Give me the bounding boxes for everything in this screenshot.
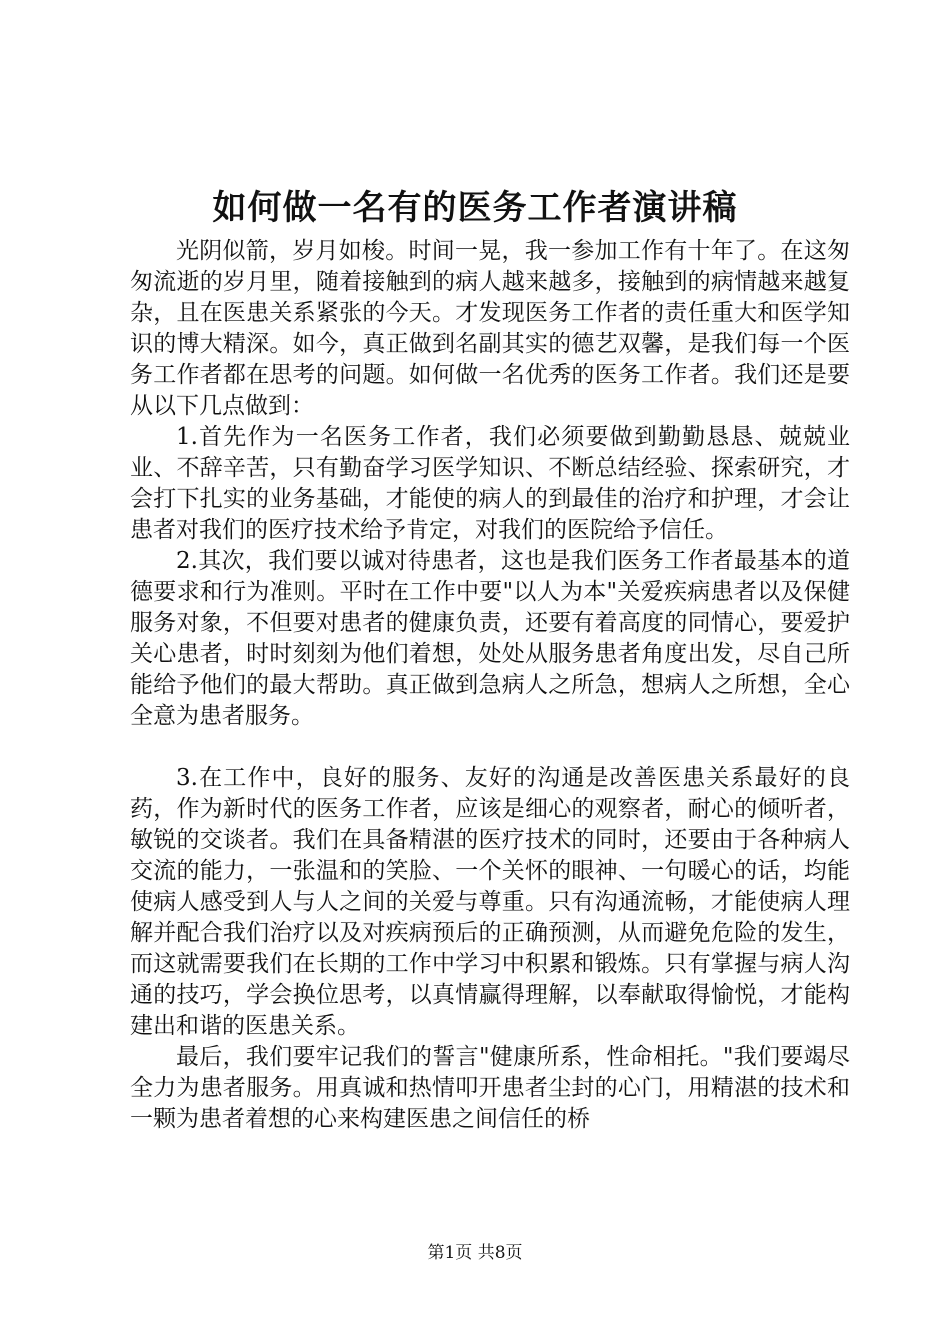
page-number-footer: 第1页 共8页 [427, 1243, 523, 1263]
document-body [130, 236, 850, 1135]
paragraph-point-1: 1.首先作为一名医务工作者，我们必须要做到勤勤恳恳、兢兢业业、不辞辛苦，只有勤奋学习医学知识、不断总结经验、探索研究，才会打下扎实的业务基础，才能使的病人的到最佳的治疗和护理，才会让患者对我们的医疗技术给予肯定，对我们的医院给予信任。 [130, 424, 850, 543]
paragraph-conclusion: 最后，我们要牢记我们的誓言"健康所系，性命相托。"我们要竭尽全力为患者服务。用真诚和热情叩开患者尘封的心门，用精湛的技术和一颗为患者着想的心来构建医患之间信任的桥 [130, 1044, 850, 1132]
paragraph-point-2: 2.其次，我们要以诚对待患者，这也是我们医务工作者最基本的道德要求和行为准则。平时在工作中要"以人为本"关爱疾病患者以及保健服务对象，不但要对患者的健康负责，还要有着高度的同情心，要爱护关心患者，时时刻刻为他们着想，处处从服务患者角度出发，尽自己所能给予他们的最大帮助。真正做到急病人之所急，想病人之所想，全心全意为患者服务。 [130, 548, 850, 729]
paragraph-intro: 光阴似箭，岁月如梭。时间一晃，我一参加工作有十年了。在这匆匆流逝的岁月里，随着接触到的病人越来越多，接触到的病情越来越复杂，且在医患关系紧张的今天。才发现医务工作者的责任重大和医学知识的博大精深。如今，真正做到名副其实的德艺双馨，是我们每一个医务工作者都在思考的问题。如何做一名优秀的医务工作者。我们还是要从以下几点做到： [130, 238, 850, 419]
paragraph-point-3: 3.在工作中，良好的服务、友好的沟通是改善医患关系最好的良药，作为新时代的医务工作者，应该是细心的观察者，耐心的倾听者，敏锐的交谈者。我们在具备精湛的医疗技术的同时，还要由于各种病人交流的能力，一张温和的笑脸、一个关怀的眼神、一句暖心的话，均能使病人感受到人与人之间的关爱与尊重。只有沟通流畅，才能使病人理解并配合我们治疗以及对疾病预后的正确预测，从而避免危险的发生，而这就需要我们在长期的工作中学习中积累和锻炼。只有掌握与病人沟通的技巧，学会换位思考，以真情赢得理解，以奉献取得愉悦，才能构建出和谐的医患关系。 [130, 765, 850, 1039]
document-title: 如何做一名有的医务工作者演讲稿 [212, 188, 738, 228]
